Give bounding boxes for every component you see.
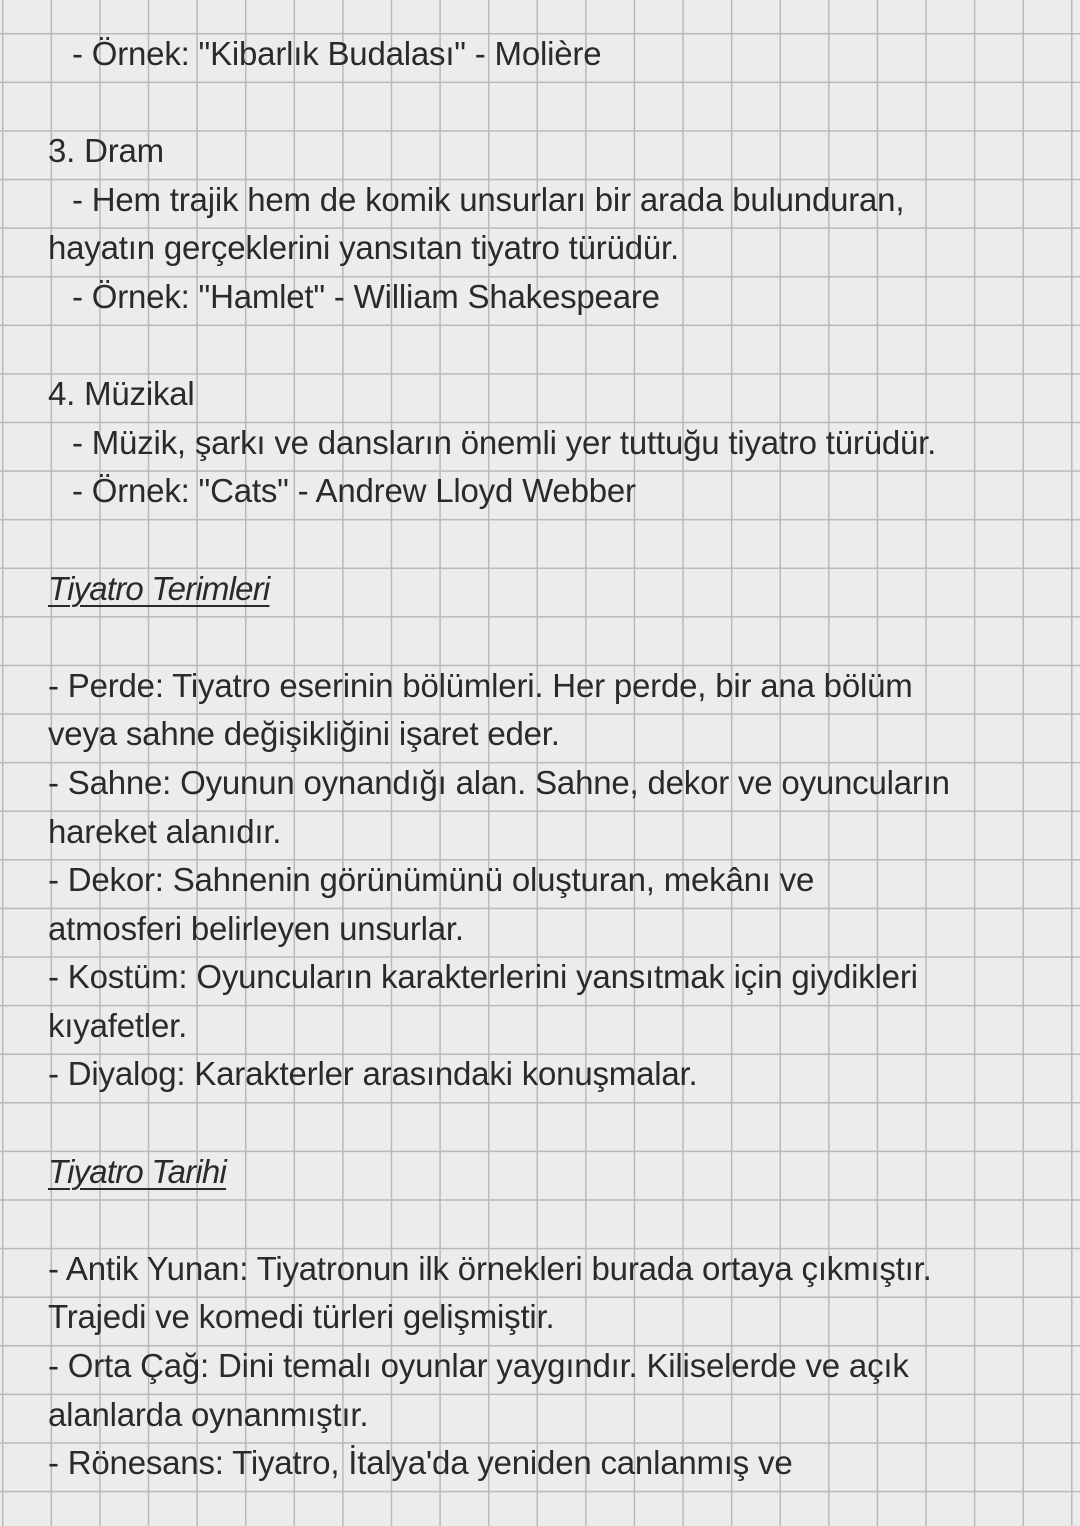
- muzikal-description-line: - Müzik, şarkı ve dansların önemli yer tuttuğu tiyatro türüdür.: [72, 423, 937, 461]
- dram-example-line: - Örnek: "Hamlet" - William Shakespeare: [72, 277, 660, 315]
- ronesans-line-1: - Rönesans: Tiyatro, İtalya'da yeniden canlanmış ve: [48, 1444, 793, 1482]
- blank-line: [48, 79, 1048, 128]
- kostum-line-1: - Kostüm: Oyuncuların karakterlerini yansıtmak için giydikleri: [48, 958, 918, 996]
- dekor-line-2: atmosferi belirleyen unsurlar.: [48, 909, 464, 947]
- blank-line: [48, 1196, 1048, 1245]
- kostum-line-2: kıyafetler.: [48, 1006, 188, 1044]
- dram-description-line-1: - Hem trajik hem de komik unsurları bir arada bulunduran,: [72, 180, 905, 218]
- orta-cag-line-1: - Orta Çağ: Dini temalı oyunlar yaygındır. Kiliselerde ve açık: [48, 1347, 909, 1385]
- muzikal-example-line: - Örnek: "Cats" - Andrew Lloyd Webber: [72, 472, 636, 510]
- muzikal-title: 4. Müzikal: [48, 375, 195, 413]
- antik-yunan-line-2: Trajedi ve komedi türleri gelişmiştir.: [48, 1298, 555, 1336]
- blank-line: [48, 613, 1048, 662]
- sahne-line-2: hareket alanıdır.: [48, 812, 282, 850]
- dekor-line-1: - Dekor: Sahnenin görünümünü oluşturan, mekânı ve: [48, 861, 815, 899]
- notebook-page: [48, 30, 1048, 1488]
- diyalog-line: - Diyalog: Karakterler arasındaki konuşmalar.: [48, 1055, 698, 1093]
- orta-cag-line-2: alanlarda oynanmıştır.: [48, 1395, 369, 1433]
- dram-title: 3. Dram: [48, 132, 164, 170]
- komedi-example-line: - Örnek: "Kibarlık Budalası" - Molière: [72, 35, 602, 72]
- blank-line: [48, 322, 1048, 371]
- antik-yunan-line-1: - Antik Yunan: Tiyatronun ilk örnekleri burada ortaya çıkmıştır.: [48, 1249, 932, 1287]
- perde-line-2: veya sahne değişikliğini işaret eder.: [48, 715, 560, 753]
- sahne-line-1: - Sahne: Oyunun oynandığı alan. Sahne, dekor ve oyuncuların: [48, 763, 950, 801]
- tarih-heading: Tiyatro Tarihi: [48, 1152, 227, 1190]
- blank-line: [48, 516, 1048, 565]
- terimler-heading: Tiyatro Terimleri: [48, 569, 270, 607]
- dram-description-line-2: hayatın gerçeklerini yansıtan tiyatro türüdür.: [48, 229, 679, 267]
- blank-line: [48, 1099, 1048, 1148]
- perde-line-1: - Perde: Tiyatro eserinin bölümleri. Her perde, bir ana bölüm: [48, 666, 913, 704]
